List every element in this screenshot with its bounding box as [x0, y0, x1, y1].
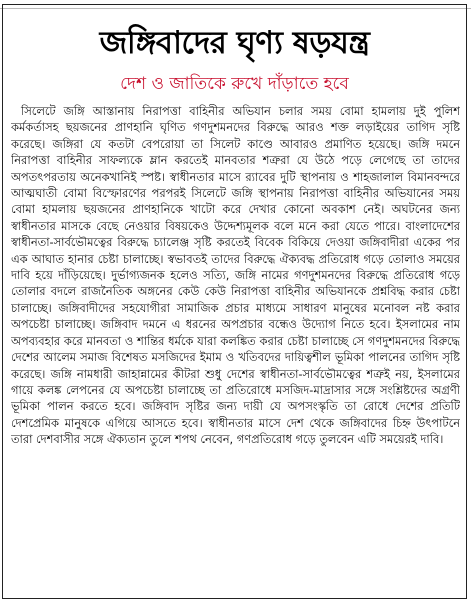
editorial-column [2, 4, 467, 599]
article-body: সিলেটে জঙ্গি আস্তানায় নিরাপত্তা বাহিনীর অভিযান চলার সময় বোমা হামলায় দুই পুলিশ কর্মকর্তাসহ ছয়জনের প্রাণহানি ঘৃণিত গণদুশমনদের বিরুদ্ধে আরও শক্ত লড়াইয়ের তাগিদ সৃষ্টি করেছে। জঙ্গিরা যে কতটা বেপরোয়া তা সিলেট কাণ্ডে আবারও প্রমাণিত হয়েছে। জঙ্গি দমনে নিরাপত্তা বাহিনীর সাফল্যকে ম্লান করতেই মানবতার শত্রুরা যে উঠে পড়ে লেগেছে তা তাদের অপতৎপরতায় অনেকখানিই স্পষ্ট। স্বাধীনতার মাসে র‍্যাবের দুটি স্থাপনায় ও শাহজালাল বিমানবন্দরে আত্মঘাতী বোমা বিস্ফোরণের পরপরই সিলেটে জঙ্গি স্থাপনায় নিরাপত্তা বাহিনীর অভিযানের সময় বোমা হামলায় ছয়জনের প্রাণহানিকে খাটো করে দেখার কোনো অবকাশ নেই। অঘটনের জন্য স্বাধীনতার মাসকে বেছে নেওয়ার বিষয়কেও উদ্দেশ্যমূলক বলে মনে করা যেতে পারে। বাংলাদেশের স্বাধীনতা-সার্বভৌমত্বের বিরুদ্ধে চ্যালেঞ্জ সৃষ্টি করতেই বিবেক বিকিয়ে দেওয়া জঙ্গিবাদীরা একের পর এক আঘাত হানার চেষ্টা চালাচ্ছে। স্বভাবতই তাদের বিরুদ্ধে ঐক্যবদ্ধ প্রতিরোধ গড়ে তোলাও সময়ের দাবি হয়ে দাঁড়িয়েছে। দুর্ভাগ্যজনক হলেও সত্যি, জঙ্গি নামের গণদুশমনদের বিরুদ্ধে প্রতিরোধ গড়ে তোলার বদলে রাজনৈতিক অঙ্গনের কেউ কেউ নিরাপত্তা বাহিনীর অভিযানকে প্রশ্নবিদ্ধ করার চেষ্টা চালাচ্ছে। জঙ্গিবাদীদের সহযোগীরা সামাজিক প্রচার মাধ্যমে সাধারণ মানুষের মনোবল নষ্ট করার অপচেষ্টা চালাচ্ছে। জঙ্গিবাদ দমনে এ ধরনের অপপ্রচার বন্ধেও উদ্যোগ নিতে হবে। ইসলামের নাম অপব্যবহার করে মানবতা ও শান্তির ধর্মকে যারা কলঙ্কিত করার চেষ্টা চালাচ্ছে সে গণদুশমনদের বিরুদ্ধে দেশের আলেম সমাজ বিশেষত মসজিদের ইমাম ও খতিবদের দায়িত্বশীল ভূমিকা পালনের তাগিদ সৃষ্টি করেছে। জঙ্গি নামধারী জাহান্নামের কীটরা শুধু দেশের স্বাধীনতা-সার্বভৌমত্বের শত্রুই নয়, ইসলামের গায়ে কলঙ্ক লেপনের যে অপচেষ্টা চালাচ্ছে তা প্রতিরোধে মসজিদ-মাদ্রাসার সঙ্গে সংশ্লিষ্টদের অগ্রণী ভূমিকা পালন করতে হবে। জঙ্গিবাদ সৃষ্টির জন্য দায়ী যে অপসংস্কৃতি তা রোধে দেশের প্রতিটি দেশপ্রেমিক মানুষকে এগিয়ে আসতে হবে। স্বাধীনতার মাসে দেশ থেকে জঙ্গিবাদের চিহ্ন উৎপাটনে তারা দেশবাসীর সঙ্গে ঐক্যতান তুলে শপথ নেবেন, গণপ্রতিরোধ গড়ে তুলবেন এটি সময়েরই দাবি। [11, 104, 460, 447]
headline: জঙ্গিবাদের ঘৃণ্য ষড়যন্ত্র [99, 25, 370, 61]
subheadline: দেশ ও জাতিকে রুখে দাঁড়াতে হবে [120, 74, 349, 94]
